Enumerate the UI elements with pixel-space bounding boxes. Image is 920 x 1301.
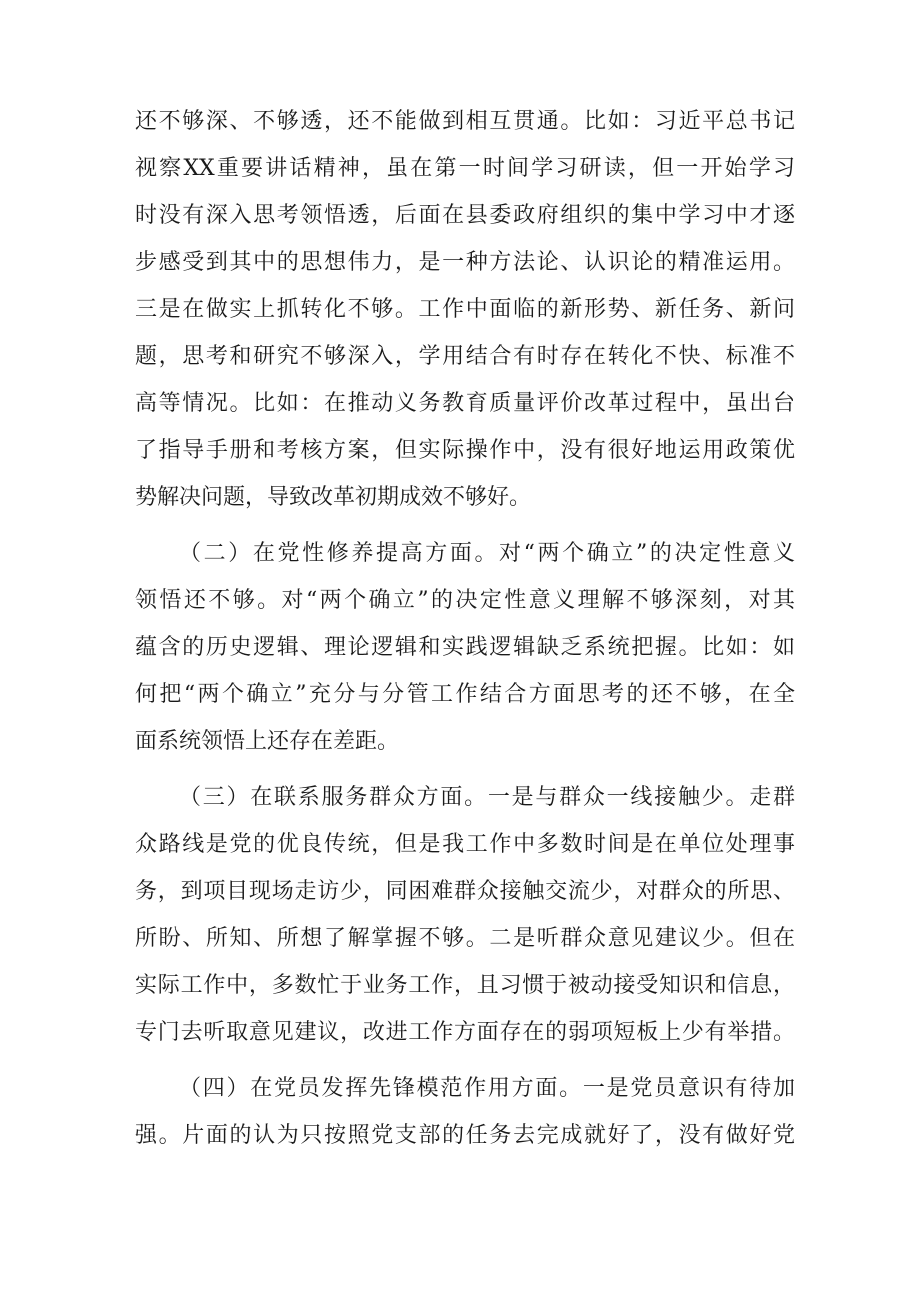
- text-line: 面系统领悟上还存在差距。: [135, 729, 400, 754]
- text-line: 强。片面的认为只按照党支部的任务去完成就好了，没有做好党: [135, 1123, 795, 1148]
- text-line: 势解决问题，导致改革初期成效不够好。: [135, 485, 532, 510]
- text-line: 题，思考和研究不够深入，学用结合有时存在转化不快、标准不: [135, 344, 795, 369]
- text-line: 了指导手册和考核方案，但实际操作中，没有很好地运用政策优: [135, 438, 795, 463]
- text-line: 何把“两个确立”充分与分管工作结合方面思考的还不够，在全: [135, 682, 795, 707]
- text-line: 领悟还不够。对“两个确立”的决定性意义理解不够深刻，对其: [135, 588, 795, 613]
- text-line: 专门去听取意见建议，改进工作方面存在的弱项短板上少有举措。: [135, 1020, 795, 1045]
- section-heading-line: （二）在党性修养提高方面。对“两个确立”的决定性意义: [179, 541, 795, 566]
- text-line: 还不够深、不够透，还不能做到相互贯通。比如：习近平总书记: [135, 109, 795, 134]
- text-line: 三是在做实上抓转化不够。工作中面临的新形势、新任务、新问: [135, 297, 795, 322]
- section-heading-line: （四）在党员发挥先锋模范作用方面。一是党员意识有待加: [179, 1076, 795, 1101]
- text-line: 蕴含的历史逻辑、理论逻辑和实践逻辑缺乏系统把握。比如：如: [135, 635, 795, 660]
- text-line: 视察XX重要讲话精神，虽在第一时间学习研读，但一开始学习: [135, 156, 795, 181]
- text-line: 众路线是党的优良传统，但是我工作中多数时间是在单位处理事: [135, 832, 795, 857]
- text-line: 步感受到其中的思想伟力，是一种方法论、认识论的精准运用。: [135, 250, 795, 275]
- text-line: 实际工作中，多数忙于业务工作，且习惯于被动接受知识和信息，: [135, 973, 795, 998]
- section-heading-line: （三）在联系服务群众方面。一是与群众一线接触少。走群: [179, 785, 795, 810]
- text-line: 高等情况。比如：在推动义务教育质量评价改革过程中，虽出台: [135, 391, 795, 416]
- text-line: 务，到项目现场走访少，同困难群众接触交流少，对群众的所思、: [135, 879, 795, 904]
- text-line: 时没有深入思考领悟透，后面在县委政府组织的集中学习中才逐: [135, 203, 795, 228]
- text-line: 所盼、所知、所想了解掌握不够。二是听群众意见建议少。但在: [135, 926, 795, 951]
